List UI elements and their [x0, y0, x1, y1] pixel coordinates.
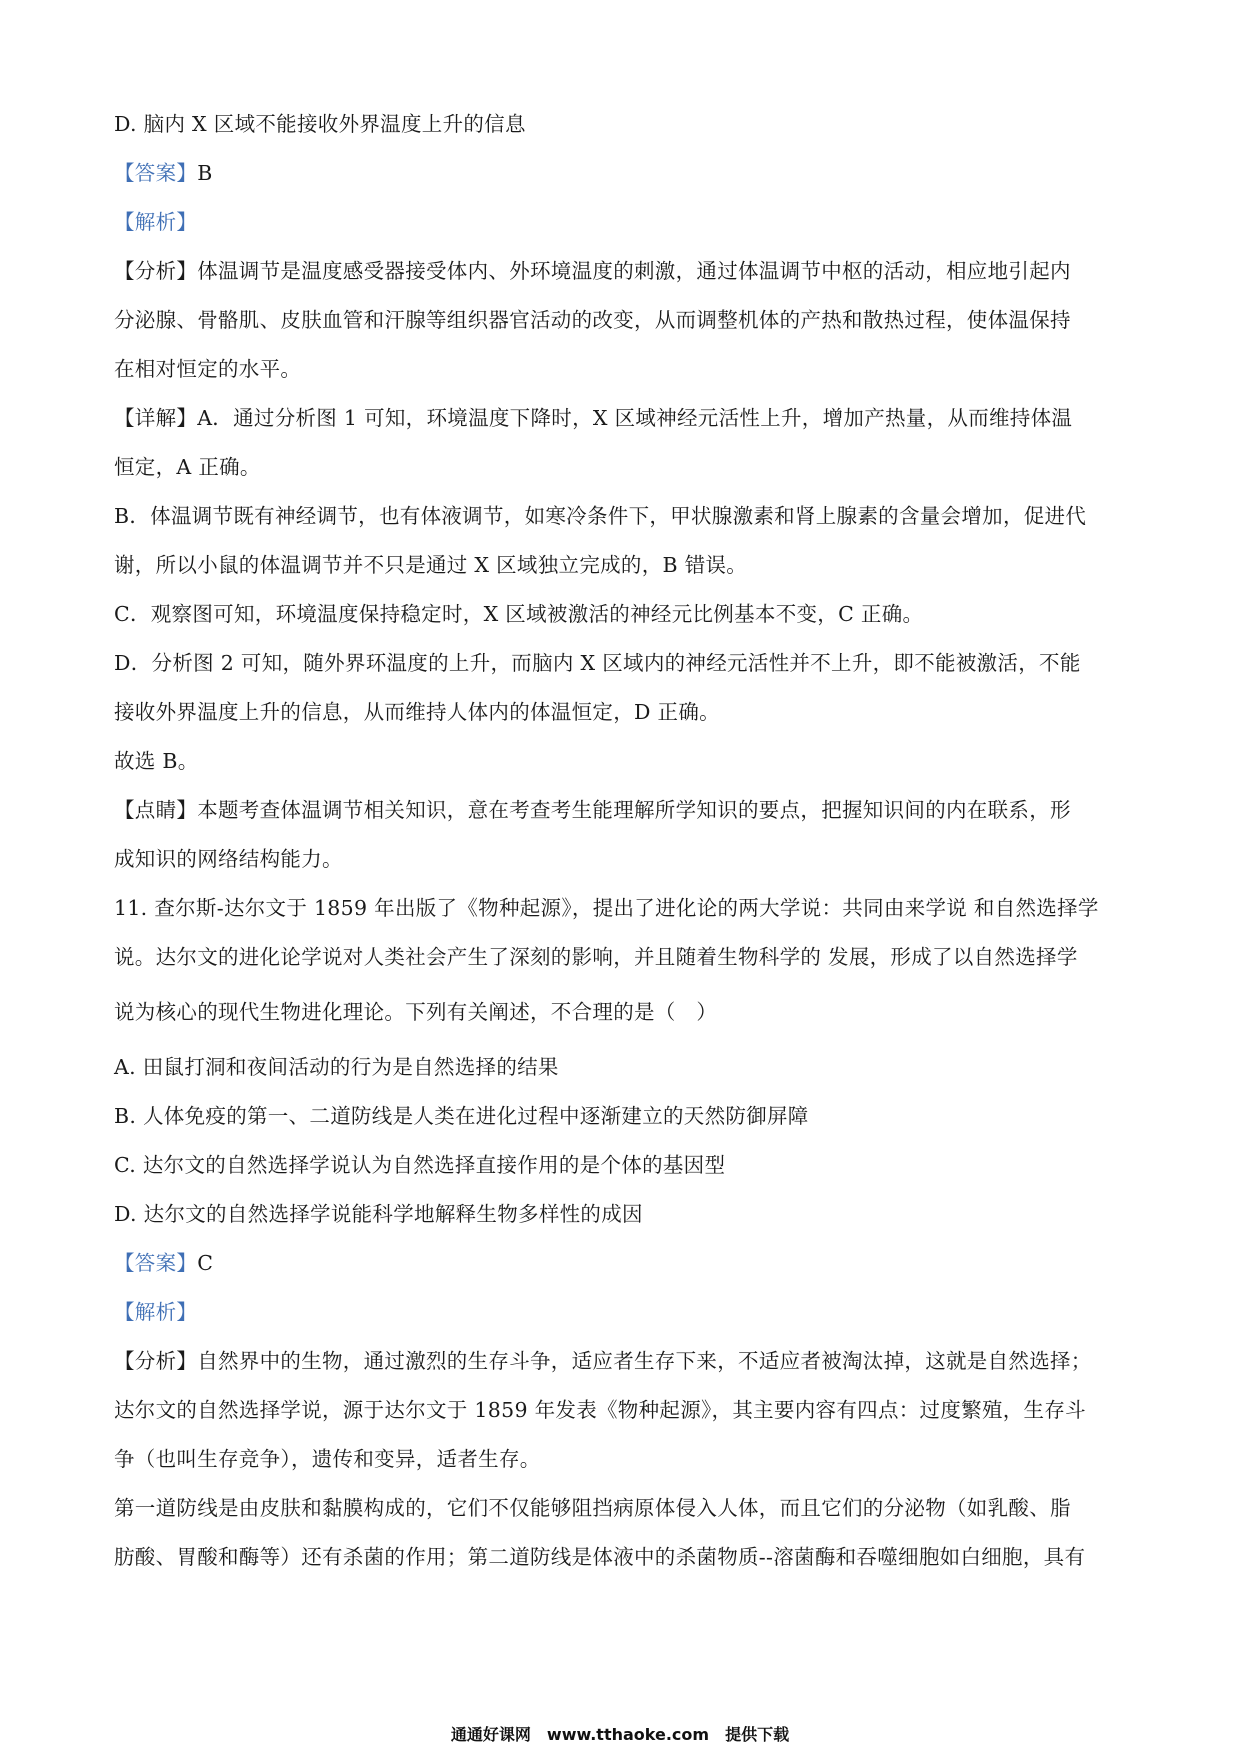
answer-tag: 【答案】 [114, 161, 198, 185]
q10-option-d: D. 脑内 X 区域不能接收外界温度上升的信息 [114, 112, 526, 136]
q11-analysis-heading [114, 1288, 1130, 1337]
dianjing-text: 本题考查体温调节相关知识，意在考查考生能理解所学知识的要点，把握知识间的内在联系，形 [197, 798, 1071, 822]
q10-conclusion: 故选 B。 [114, 749, 199, 773]
q10-d-line-1: D．分析图 2 可知，随外界环温度的上升，而脑内 X 区域内的神经元活性并不上升，即不能被激活，不能 [114, 651, 1081, 675]
q10-analysis-heading [114, 198, 1130, 247]
xiangjie-text: A．通过分析图 1 可知，环境温度下降时，X 区域神经元活性上升，增加产热量，从而维持体温 [197, 406, 1073, 430]
q10-dianjing-line-2: 成知识的网络结构能力。 [114, 847, 343, 871]
fenxi-text: 自然界中的生物，通过激烈的生存斗争，适应者生存下来，不适应者被淘汰掉，这就是自然选择； [197, 1349, 1092, 1373]
q11-option-d: D. 达尔文的自然选择学说能科学地解释生物多样性的成因 [114, 1202, 643, 1226]
answer-tag: 【答案】 [114, 1251, 198, 1275]
q11-stem-line-1: 11. 查尔斯-达尔文于 1859 年出版了《物种起源》，提出了进化论的两大学说：共同由来学说 和自然选择学 [114, 896, 1099, 920]
fenxi-tag: 【分析】 [114, 259, 198, 283]
dianjing-tag: 【点睛】 [114, 798, 198, 822]
q10-fenxi-line-3: 在相对恒定的水平。 [114, 357, 302, 381]
q10-b-line-2: 谢，所以小鼠的体温调节并不只是通过 X 区域独立完成的，B 错误。 [114, 553, 748, 577]
q10-xiangjie-line-2: 恒定，A 正确。 [114, 455, 261, 479]
q11-stem-line-3: 说为核心的现代生物进化理论。下列有关阐述，不合理的是（ ） [114, 1000, 718, 1024]
page-footer: 通通好课网 www.tthaoke.com 提供下载 [450, 1725, 790, 1744]
analysis-tag: 【解析】 [114, 1300, 198, 1324]
analysis-tag: 【解析】 [114, 210, 198, 234]
q10-fenxi-line-1 [114, 247, 1130, 296]
q10-b-line-1: B．体温调节既有神经调节，也有体液调节，如寒冷条件下，甲状腺激素和肾上腺素的含量会增加，促进代 [114, 504, 1087, 528]
q10-c-line-1: C．观察图可知，环境温度保持稳定时，X 区域被激活的神经元比例基本不变，C 正确。 [114, 602, 924, 626]
q11-defense-line-1: 第一道防线是由皮肤和黏膜构成的，它们不仅能够阻挡病原体侵入人体，而且它们的分泌物（如乳酸、脂 [114, 1496, 1071, 1520]
answer-value: C [197, 1251, 214, 1275]
q10-fenxi-line-2: 分泌腺、骨骼肌、皮肤血管和汗腺等组织器官活动的改变，从而调整机体的产热和散热过程，使体温保持 [114, 308, 1071, 332]
q11-option-c: C. 达尔文的自然选择学说认为自然选择直接作用的是个体的基因型 [114, 1153, 726, 1177]
q11-stem-line-2: 说。达尔文的进化论学说对人类社会产生了深刻的影响，并且随着生物科学的 发展，形成了以自然选择学 [114, 945, 1078, 969]
document-content [114, 100, 1130, 1582]
q10-xiangjie-line-1 [114, 394, 1130, 443]
q10-answer [114, 149, 1130, 198]
q11-defense-line-2: 肪酸、胃酸和酶等）还有杀菌的作用；第二道防线是体液中的杀菌物质--溶菌酶和吞噬细胞如白细胞，具有 [114, 1545, 1086, 1569]
fenxi-tag: 【分析】 [114, 1349, 198, 1373]
q10-dianjing-line-1 [114, 786, 1130, 835]
answer-value: B [197, 161, 213, 185]
q11-fenxi-line-3: 争（也叫生存竞争），遗传和变异，适者生存。 [114, 1447, 541, 1471]
xiangjie-tag: 【详解】 [114, 406, 198, 430]
q10-d-line-2: 接收外界温度上升的信息，从而维持人体内的体温恒定，D 正确。 [114, 700, 720, 724]
q11-option-b: B. 人体免疫的第一、二道防线是人类在进化过程中逐渐建立的天然防御屏障 [114, 1104, 809, 1128]
q11-fenxi-line-2: 达尔文的自然选择学说，源于达尔文于 1859 年发表《物种起源》，其主要内容有四点：过度繁殖，生存斗 [114, 1398, 1086, 1422]
q11-fenxi-line-1 [114, 1337, 1130, 1386]
q11-answer [114, 1239, 1130, 1288]
q11-option-a: A. 田鼠打洞和夜间活动的行为是自然选择的结果 [114, 1055, 559, 1079]
fenxi-text: 体温调节是温度感受器接受体内、外环境温度的刺激，通过体温调节中枢的活动，相应地引起内 [197, 259, 1071, 283]
